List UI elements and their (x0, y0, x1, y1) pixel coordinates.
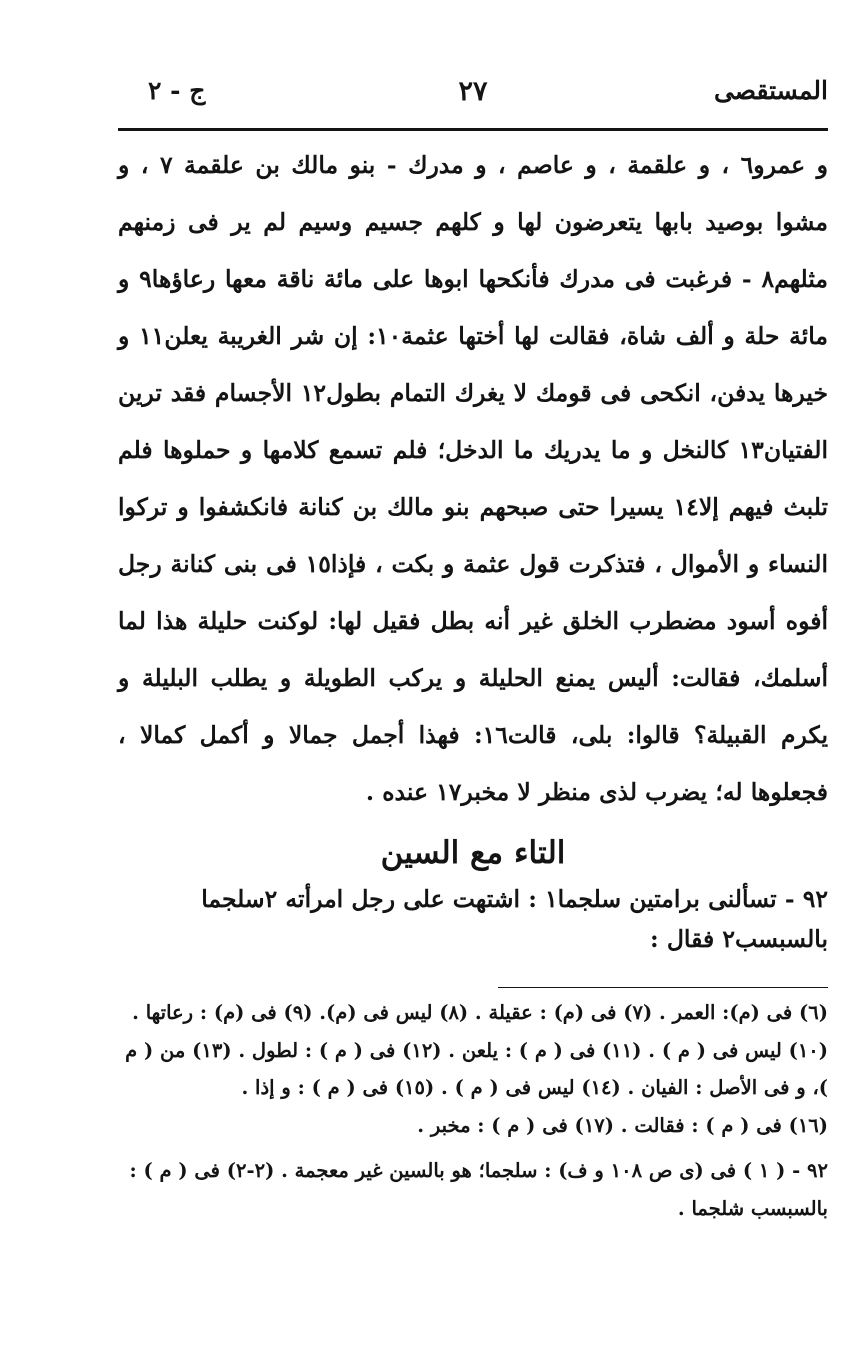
entry-text: تسألنى برامتين سلجما١ : اشتهت على رجل امرأته ٢سلجما بالسبسب٢ فقال : (201, 885, 828, 953)
footnotes (118, 994, 828, 1227)
page-header (118, 70, 828, 120)
entry-number: ٩٢ - (784, 885, 828, 913)
footnote-line: (١٦) فى ( م ) : فقالت . (١٧) فى ( م ) : مخبر . (417, 1113, 828, 1137)
volume-label: ج - ٢ (148, 76, 206, 105)
footnote-rule (498, 987, 828, 988)
proverb-entry (118, 879, 828, 959)
page-number: ٢٧ (458, 76, 488, 107)
section-heading: التاء مع السين (380, 835, 566, 871)
header-rule (118, 128, 828, 131)
footnote-line: (١٠) ليس فى ( م ) . (١١) فى ( م ) : يلعن . (١٢) فى ( م ) : لطول . (١٣) من ( م )، و فى الأصل : الفيان . (١٤) ليس فى ( م ) . (١٥) فى ( م ) : و إذا . (125, 1038, 828, 1099)
book-page (118, 70, 828, 1227)
footnote-line: (٦) فى (م): العمر . (٧) فى (م) : عقيلة . (٨) ليس فى (م). (٩) فى (م) : رعاتها . (132, 1001, 828, 1024)
entry-92-note: ٩٢ - ( ١ ) فى (ى ص ١٠٨ و ف) : سلجما؛ هو بالسين غير معجمة . (٢-٢) فى ( م ) : بالسبسب شلجما . (129, 1159, 828, 1220)
book-title: المستقصى (713, 76, 828, 105)
body-paragraph: و عمرو٦ ، و علقمة ، و عاصم ، و مدرك - بنو مالك بن علقمة ٧ ، و مشوا بوصيد بابها يتعرضون لها و كلهم جسيم وسيم لم ير فى زمنهم مثلهم٨ - فرغبت فى مدرك فأنكحها ابوها على مائة ناقة معها رعاؤها٩ و مائة حلة و ألف شاة، فقالت لها أختها عثمة١٠: إن شر الغريبة يعلن١١ و خيرها يدفن، انكحى فى قومك لا يغرك التمام بطول١٢ الأجسام فقد ترين الفتيان١٣ كالنخل و ما يدريك ما الدخل؛ فلم تسمع كلامها و حملوها فلم تلبث فيهم إلا١٤ يسيرا حتى صبحهم بنو مالك بن كنانة فانكشفوا و تركوا النساء و الأموال ، فتذكرت قول عثمة و بكت ، فإذا١٥ فى بنى كنانة رجل أفوه أسود مضطرب الخلق غير أنه بطل فقيل لها: لوكنت حليلة هذا لما أسلمك، فقالت: أليس يمنع الحليلة و يركب الطويلة و يطلب البليلة و يكرم القبيلة؟ قالوا: بلى، قالت١٦: فهذا أجمل جمالا و أكمل كمالا ، فجعلوها له؛ يضرب لذى منظر لا مخبر١٧ عنده . (118, 151, 829, 806)
main-text (118, 137, 828, 821)
